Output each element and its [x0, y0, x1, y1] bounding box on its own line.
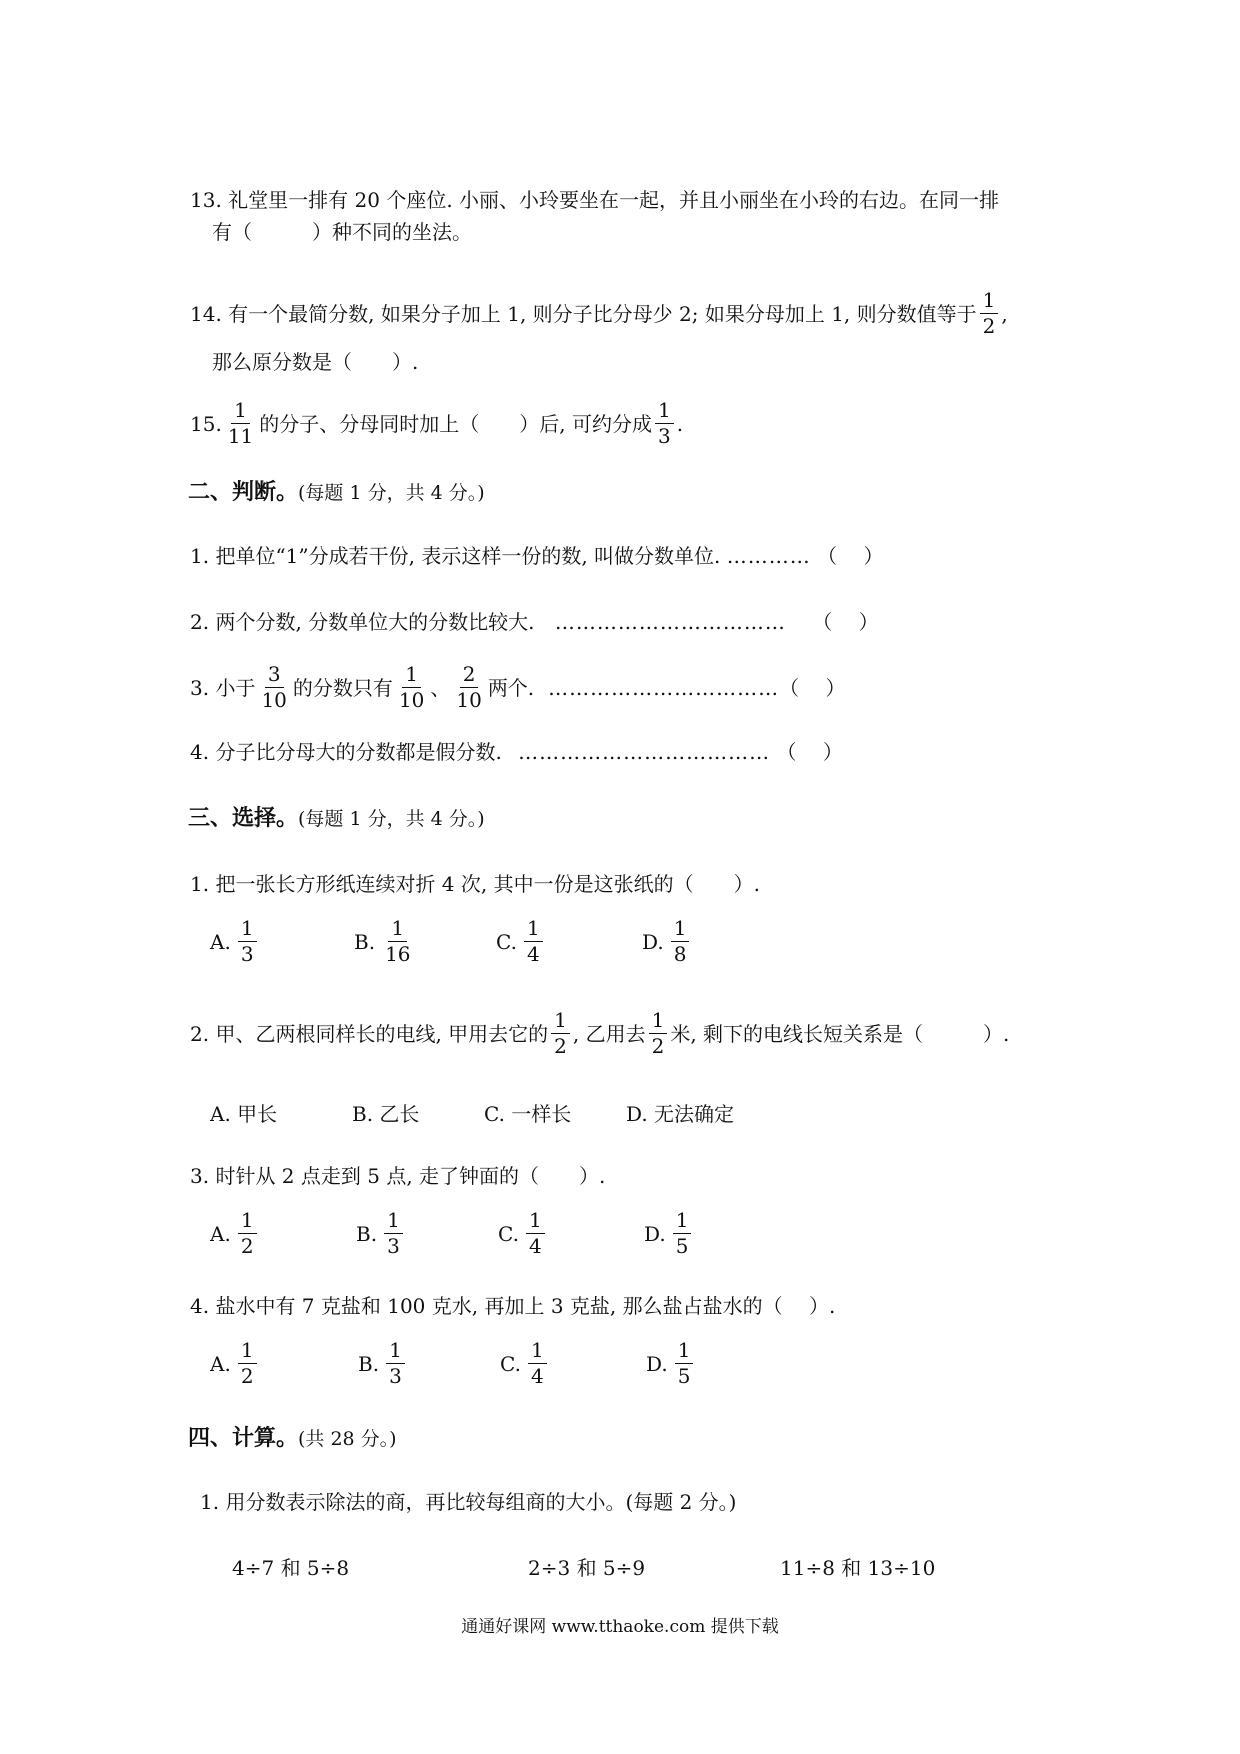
judge-3-dots: …………………………… — [548, 675, 780, 700]
option-label: C. — [500, 1351, 521, 1376]
choice-4-text: 4. 盐水中有 7 克盐和 100 克水, 再加上 3 克盐, 那么盐占盐水的（ ）. — [190, 1294, 836, 1318]
judge-item-2 — [190, 610, 879, 634]
fraction-numerator: 1 — [980, 290, 999, 314]
option-fraction — [671, 918, 690, 965]
fraction-denominator: 10 — [456, 688, 482, 712]
choice-2-option-b[interactable]: B. 乙长 — [352, 1102, 420, 1126]
option-fraction — [238, 1210, 257, 1257]
fraction-denominator: 16 — [385, 942, 411, 966]
fraction-numerator: 3 — [265, 664, 284, 688]
fraction-numerator: 1 — [524, 918, 543, 942]
calc-1-text: 1. 用分数表示除法的商，再比较每组商的大小。(每题 2 分。) — [200, 1490, 737, 1514]
judge-3-separator: 、 — [430, 675, 451, 700]
judge-3-mid: 的分数只有 — [292, 675, 393, 700]
section-3-title: 三、选择。 — [188, 806, 299, 831]
fraction-numerator: 1 — [238, 1340, 257, 1364]
fraction-numerator: 1 — [671, 918, 690, 942]
fraction-denominator: 11 — [227, 424, 254, 448]
fraction-denominator: 2 — [240, 1234, 254, 1258]
option-fraction — [238, 918, 257, 965]
q15-number: 15. — [190, 411, 222, 436]
q15-fraction-1 — [225, 400, 256, 447]
q15-mid: 的分子、分母同时加上（ ）后, 可约分成 — [259, 411, 652, 436]
fraction-numerator: 1 — [231, 400, 250, 424]
fraction-numerator: 1 — [238, 1210, 257, 1234]
option-label: D. — [646, 1351, 668, 1376]
section-4-title: 四、计算。 — [188, 1426, 299, 1451]
option-label: D. — [644, 1221, 666, 1246]
option-fraction — [675, 1340, 694, 1387]
option-label: C. — [498, 1221, 519, 1246]
choice-2-post: 米, 剩下的电线长短关系是（ ）. — [670, 1021, 1010, 1046]
fraction-numerator: 1 — [388, 918, 407, 942]
fraction-numerator: 1 — [655, 400, 674, 424]
fraction-denominator: 5 — [675, 1234, 689, 1258]
q14-line2: 那么原分数是（ ）. — [212, 350, 419, 374]
choice-2-option-d[interactable]: D. 无法确定 — [626, 1102, 735, 1126]
fraction-denominator: 3 — [240, 942, 254, 966]
option-fraction — [238, 1340, 257, 1387]
section-4-heading — [188, 1426, 397, 1452]
fraction-numerator: 1 — [675, 1340, 694, 1364]
q15-line — [190, 400, 683, 447]
judge-1-answer-blank[interactable]: （ ） — [817, 544, 884, 568]
fraction-denominator: 2 — [240, 1364, 254, 1388]
fraction-denominator: 5 — [677, 1364, 691, 1388]
option-fraction — [673, 1210, 692, 1257]
page-footer: 通通好课网 www.tthaoke.com 提供下载 — [461, 1617, 779, 1637]
choice-1-option-d[interactable] — [642, 918, 692, 965]
q14-fraction — [980, 290, 999, 337]
fraction-denominator: 3 — [657, 424, 671, 448]
q14-text: 14. 有一个最简分数, 如果分子加上 1, 则分子比分母少 2; 如果分母加上 1, 则分数值等于 — [190, 301, 977, 326]
choice-3-option-b[interactable] — [356, 1210, 406, 1257]
calc-1-item-1: 4÷7 和 5÷8 — [232, 1556, 350, 1580]
q15-tail: . — [676, 411, 684, 436]
section-4-note: (共 28 分。) — [298, 1428, 397, 1450]
choice-3-option-d[interactable] — [644, 1210, 694, 1257]
section-2-title: 二、判断。 — [188, 480, 299, 505]
section-2-heading — [188, 480, 485, 506]
choice-2-text — [190, 1010, 1009, 1057]
option-fraction — [384, 1210, 403, 1257]
option-label: B. — [356, 1221, 378, 1246]
fraction-numerator: 1 — [526, 1210, 545, 1234]
option-fraction — [382, 918, 413, 965]
judge-item-3 — [190, 664, 846, 711]
fraction-denominator: 3 — [387, 1234, 400, 1258]
judge-3-pre: 3. 小于 — [190, 675, 256, 700]
option-label: A. — [210, 1221, 231, 1246]
fraction-denominator: 4 — [528, 1234, 542, 1258]
fraction-denominator: 2 — [651, 1034, 665, 1058]
judge-4-dots: ……………………………… — [518, 740, 771, 764]
judge-2-answer-blank[interactable]: （ ） — [812, 610, 879, 634]
fraction-denominator: 8 — [673, 942, 687, 966]
choice-4-option-c[interactable] — [500, 1340, 550, 1387]
judge-2-dots: …………………………… — [554, 610, 786, 634]
option-fraction — [526, 1210, 545, 1257]
choice-2-mid: , 乙用去 — [572, 1021, 646, 1046]
fraction-denominator: 4 — [526, 942, 540, 966]
q14-tail: , — [1001, 301, 1008, 326]
judge-3-post: 两个. — [487, 675, 535, 700]
choice-1-option-c[interactable] — [496, 918, 546, 965]
q15-fraction-2 — [655, 400, 674, 447]
judge-item-1 — [190, 544, 883, 568]
option-fraction — [528, 1340, 547, 1387]
choice-3-option-a[interactable] — [210, 1210, 260, 1257]
choice-1-option-a[interactable] — [210, 918, 260, 965]
q13-line2: 有（ ）种不同的坐法。 — [212, 220, 472, 244]
option-label: B. — [358, 1351, 380, 1376]
section-3-note: (每题 1 分，共 4 分。) — [298, 808, 485, 830]
section-2-note: (每题 1 分，共 4 分。) — [298, 482, 485, 504]
judge-4-answer-blank[interactable]: （ ） — [776, 740, 843, 764]
fraction-denominator: 10 — [261, 688, 287, 712]
option-label: A. — [210, 1351, 231, 1376]
judge-2-text: 2. 两个分数, 分数单位大的分数比较大. — [190, 610, 535, 634]
choice-2-pre: 2. 甲、乙两根同样长的电线, 甲用去它的 — [190, 1021, 549, 1046]
choice-1-text: 1. 把一张长方形纸连续对折 4 次, 其中一份是这张纸的（ ）. — [190, 872, 760, 896]
choice-2-fraction-2 — [649, 1010, 668, 1057]
fraction-denominator: 2 — [982, 314, 996, 338]
choice-2-option-c[interactable]: C. 一样长 — [484, 1102, 572, 1126]
fraction-numerator: 1 — [528, 1340, 547, 1364]
judge-1-text: 1. 把单位“1”分成若干份, 表示这样一份的数, 叫做分数单位. — [190, 544, 721, 568]
choice-2-fraction-1 — [551, 1010, 570, 1057]
calc-1-item-2: 2÷3 和 5÷9 — [528, 1556, 646, 1580]
judge-3-fraction-3 — [453, 664, 484, 711]
option-label: A. — [210, 929, 231, 954]
choice-1-option-b[interactable] — [354, 918, 417, 965]
fraction-denominator: 2 — [554, 1034, 567, 1058]
section-3-heading — [188, 806, 485, 832]
judge-3-fraction-1 — [258, 664, 289, 711]
option-label: B. — [354, 929, 376, 954]
q13-line1: 13. 礼堂里一排有 20 个座位. 小丽、小玲要坐在一起，并且小丽坐在小玲的右边。在同一排 — [190, 188, 1000, 212]
fraction-numerator: 1 — [238, 918, 257, 942]
option-fraction — [524, 918, 543, 965]
fraction-denominator: 3 — [389, 1364, 402, 1388]
fraction-numerator: 1 — [649, 1010, 668, 1034]
option-fraction — [386, 1340, 405, 1387]
judge-3-fraction-2 — [396, 664, 427, 711]
q14-line1 — [190, 290, 1008, 337]
judge-item-4 — [190, 740, 843, 764]
choice-2-option-a[interactable]: A. 甲长 — [210, 1102, 278, 1126]
choice-3-option-c[interactable] — [498, 1210, 548, 1257]
choice-4-option-b[interactable] — [358, 1340, 408, 1387]
option-label: D. — [642, 929, 664, 954]
fraction-numerator: 2 — [460, 664, 479, 688]
fraction-denominator: 4 — [530, 1364, 544, 1388]
fraction-numerator: 1 — [386, 1340, 405, 1364]
fraction-denominator: 10 — [398, 688, 425, 712]
option-label: C. — [496, 929, 517, 954]
fraction-numerator: 1 — [673, 1210, 692, 1234]
fraction-numerator: 1 — [384, 1210, 403, 1234]
calc-1-item-3: 11÷8 和 13÷10 — [780, 1556, 936, 1580]
choice-4-option-a[interactable] — [210, 1340, 260, 1387]
choice-3-text: 3. 时针从 2 点走到 5 点, 走了钟面的（ ）. — [190, 1164, 606, 1188]
fraction-numerator: 1 — [551, 1010, 570, 1034]
fraction-numerator: 1 — [402, 664, 421, 688]
choice-4-option-d[interactable] — [646, 1340, 696, 1387]
judge-1-dots: ………… — [726, 544, 811, 568]
judge-3-answer-blank[interactable]: （ ） — [779, 675, 846, 700]
judge-4-text: 4. 分子比分母大的分数都是假分数. — [190, 740, 502, 764]
